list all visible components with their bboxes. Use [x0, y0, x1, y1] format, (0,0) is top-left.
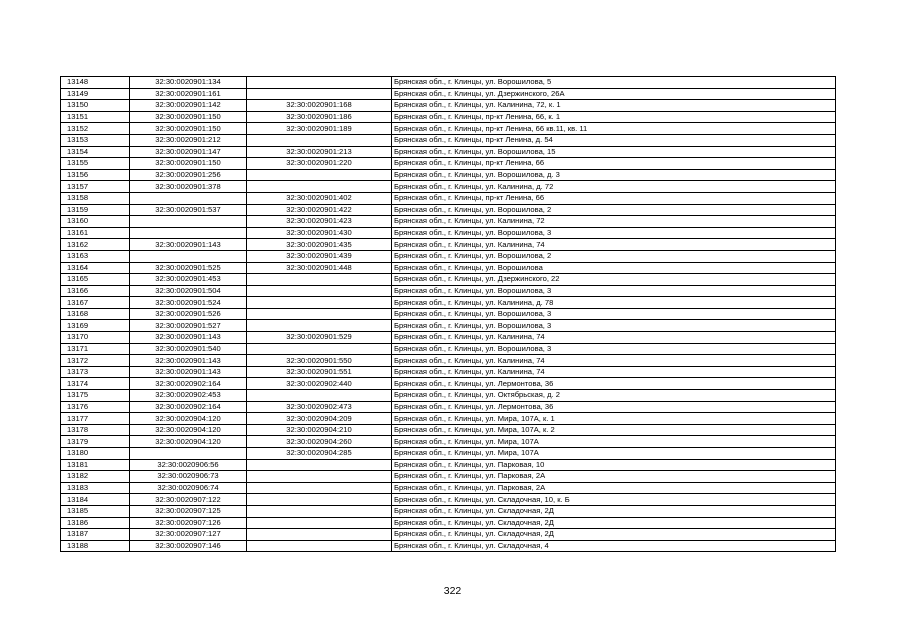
- building-cadastral-number-cell: [247, 517, 392, 529]
- table-row: [61, 88, 836, 100]
- table-row: [61, 123, 836, 135]
- building-cadastral-number-cell: 32:30:0020904:285: [247, 448, 392, 460]
- building-cadastral-number-cell: [247, 540, 392, 552]
- record-number-cell: 13170: [61, 332, 130, 344]
- building-cadastral-number-cell: [247, 88, 392, 100]
- cadastral-number-cell: 32:30:0020901:143: [130, 332, 247, 344]
- cadastral-number-cell: 32:30:0020901:378: [130, 181, 247, 193]
- cadastral-number-cell: 32:30:0020907:126: [130, 517, 247, 529]
- address-cell: Брянская обл., г. Клинцы, ул. Складочная, 2Д: [392, 517, 836, 529]
- record-number-cell: 13155: [61, 158, 130, 170]
- cadastral-number-cell: 32:30:0020902:453: [130, 390, 247, 402]
- record-number-cell: 13173: [61, 366, 130, 378]
- record-number-cell: 13169: [61, 320, 130, 332]
- cadastral-number-cell: 32:30:0020901:540: [130, 343, 247, 355]
- building-cadastral-number-cell: 32:30:0020902:473: [247, 401, 392, 413]
- building-cadastral-number-cell: 32:30:0020902:440: [247, 378, 392, 390]
- record-number-cell: 13171: [61, 343, 130, 355]
- table-row: [61, 146, 836, 158]
- cadastral-number-cell: 32:30:0020901:537: [130, 204, 247, 216]
- table-row: [61, 320, 836, 332]
- registry-table: [60, 76, 836, 552]
- cadastral-number-cell: [130, 192, 247, 204]
- table-row: [61, 517, 836, 529]
- building-cadastral-number-cell: 32:30:0020901:529: [247, 332, 392, 344]
- building-cadastral-number-cell: 32:30:0020904:209: [247, 413, 392, 425]
- cadastral-number-cell: 32:30:0020901:134: [130, 77, 247, 89]
- table-row: [61, 378, 836, 390]
- building-cadastral-number-cell: 32:30:0020901:402: [247, 192, 392, 204]
- building-cadastral-number-cell: [247, 169, 392, 181]
- address-cell: Брянская обл., г. Клинцы, ул. Калинина, 72: [392, 216, 836, 228]
- table-row: [61, 529, 836, 541]
- table-row: [61, 100, 836, 112]
- building-cadastral-number-cell: 32:30:0020904:210: [247, 424, 392, 436]
- cadastral-number-cell: 32:30:0020904:120: [130, 413, 247, 425]
- record-number-cell: 13185: [61, 505, 130, 517]
- table-row: [61, 297, 836, 309]
- record-number-cell: 13176: [61, 401, 130, 413]
- cadastral-number-cell: 32:30:0020901:142: [130, 100, 247, 112]
- table-row: [61, 262, 836, 274]
- record-number-cell: 13174: [61, 378, 130, 390]
- table-row: [61, 413, 836, 425]
- address-cell: Брянская обл., г. Клинцы, ул. Калинина, 74: [392, 332, 836, 344]
- table-row: [61, 111, 836, 123]
- table-row: [61, 285, 836, 297]
- page-number: 322: [443, 585, 462, 597]
- table-row: [61, 355, 836, 367]
- table-row: [61, 216, 836, 228]
- building-cadastral-number-cell: [247, 471, 392, 483]
- table-row: [61, 436, 836, 448]
- record-number-cell: 13183: [61, 482, 130, 494]
- table-row: [61, 540, 836, 552]
- address-cell: Брянская обл., г. Клинцы, ул. Ворошилова, 3: [392, 227, 836, 239]
- record-number-cell: 13184: [61, 494, 130, 506]
- address-cell: Брянская обл., г. Клинцы, ул. Мира, 107А: [392, 448, 836, 460]
- record-number-cell: 13188: [61, 540, 130, 552]
- address-cell: Брянская обл., г. Клинцы, ул. Ворошилова, 3: [392, 285, 836, 297]
- record-number-cell: 13163: [61, 250, 130, 262]
- address-cell: Брянская обл., г. Клинцы, ул. Калинина, 74: [392, 239, 836, 251]
- cadastral-number-cell: [130, 448, 247, 460]
- cadastral-number-cell: 32:30:0020901:161: [130, 88, 247, 100]
- table-row: [61, 250, 836, 262]
- building-cadastral-number-cell: 32:30:0020901:213: [247, 146, 392, 158]
- address-cell: Брянская обл., г. Клинцы, пр-кт Ленина, 66, к. 1: [392, 111, 836, 123]
- address-cell: Брянская обл., г. Клинцы, ул. Ворошилова, 3: [392, 343, 836, 355]
- address-cell: Брянская обл., г. Клинцы, ул. Ворошилова, 15: [392, 146, 836, 158]
- cadastral-number-cell: 32:30:0020907:122: [130, 494, 247, 506]
- cadastral-number-cell: 32:30:0020901:256: [130, 169, 247, 181]
- cadastral-number-cell: 32:30:0020901:526: [130, 308, 247, 320]
- building-cadastral-number-cell: 32:30:0020901:186: [247, 111, 392, 123]
- address-cell: Брянская обл., г. Клинцы, ул. Мира, 107А, к. 1: [392, 413, 836, 425]
- cadastral-number-cell: 32:30:0020907:146: [130, 540, 247, 552]
- record-number-cell: 13168: [61, 308, 130, 320]
- building-cadastral-number-cell: 32:30:0020901:422: [247, 204, 392, 216]
- table-row: [61, 471, 836, 483]
- table-row: [61, 239, 836, 251]
- table-row: [61, 77, 836, 89]
- record-number-cell: 13187: [61, 529, 130, 541]
- table-row: [61, 192, 836, 204]
- building-cadastral-number-cell: 32:30:0020901:439: [247, 250, 392, 262]
- record-number-cell: 13160: [61, 216, 130, 228]
- address-cell: Брянская обл., г. Клинцы, ул. Калинина, 74: [392, 355, 836, 367]
- building-cadastral-number-cell: [247, 181, 392, 193]
- address-cell: Брянская обл., г. Клинцы, ул. Лермонтова, 36: [392, 378, 836, 390]
- building-cadastral-number-cell: 32:30:0020901:550: [247, 355, 392, 367]
- address-cell: Брянская обл., г. Клинцы, ул. Ворошилова: [392, 262, 836, 274]
- building-cadastral-number-cell: [247, 505, 392, 517]
- record-number-cell: 13175: [61, 390, 130, 402]
- cadastral-number-cell: 32:30:0020901:150: [130, 111, 247, 123]
- cadastral-number-cell: 32:30:0020907:127: [130, 529, 247, 541]
- building-cadastral-number-cell: 32:30:0020901:168: [247, 100, 392, 112]
- cadastral-number-cell: 32:30:0020901:524: [130, 297, 247, 309]
- record-number-cell: 13151: [61, 111, 130, 123]
- cadastral-number-cell: 32:30:0020901:504: [130, 285, 247, 297]
- record-number-cell: 13158: [61, 192, 130, 204]
- cadastral-number-cell: 32:30:0020906:74: [130, 482, 247, 494]
- record-number-cell: 13164: [61, 262, 130, 274]
- cadastral-number-cell: 32:30:0020906:73: [130, 471, 247, 483]
- cadastral-number-cell: 32:30:0020902:164: [130, 378, 247, 390]
- building-cadastral-number-cell: 32:30:0020901:220: [247, 158, 392, 170]
- building-cadastral-number-cell: [247, 529, 392, 541]
- table-row: [61, 169, 836, 181]
- registry-table-body: [61, 77, 836, 552]
- address-cell: Брянская обл., г. Клинцы, ул. Парковая, 10: [392, 459, 836, 471]
- building-cadastral-number-cell: 32:30:0020901:430: [247, 227, 392, 239]
- address-cell: Брянская обл., г. Клинцы, пр-кт Ленина, д. 54: [392, 134, 836, 146]
- address-cell: Брянская обл., г. Клинцы, ул. Ворошилова, 2: [392, 250, 836, 262]
- record-number-cell: 13152: [61, 123, 130, 135]
- address-cell: Брянская обл., г. Клинцы, пр-кт Ленина, 66: [392, 192, 836, 204]
- cadastral-number-cell: 32:30:0020904:120: [130, 436, 247, 448]
- cadastral-number-cell: 32:30:0020901:212: [130, 134, 247, 146]
- address-cell: Брянская обл., г. Клинцы, ул. Складочная, 2Д: [392, 529, 836, 541]
- cadastral-number-cell: 32:30:0020901:143: [130, 366, 247, 378]
- address-cell: Брянская обл., г. Клинцы, ул. Мира, 107А, к. 2: [392, 424, 836, 436]
- record-number-cell: 13154: [61, 146, 130, 158]
- record-number-cell: 13149: [61, 88, 130, 100]
- address-cell: Брянская обл., г. Клинцы, ул. Ворошилова, 3: [392, 308, 836, 320]
- cadastral-number-cell: 32:30:0020906:56: [130, 459, 247, 471]
- cadastral-number-cell: 32:30:0020901:143: [130, 239, 247, 251]
- table-row: [61, 390, 836, 402]
- table-row: [61, 494, 836, 506]
- building-cadastral-number-cell: [247, 390, 392, 402]
- table-row: [61, 401, 836, 413]
- address-cell: Брянская обл., г. Клинцы, ул. Складочная, 2Д: [392, 505, 836, 517]
- table-row: [61, 181, 836, 193]
- address-cell: Брянская обл., г. Клинцы, ул. Калинина, 74: [392, 366, 836, 378]
- table-row: [61, 332, 836, 344]
- building-cadastral-number-cell: 32:30:0020904:260: [247, 436, 392, 448]
- table-row: [61, 134, 836, 146]
- address-cell: Брянская обл., г. Клинцы, ул. Парковая, 2А: [392, 482, 836, 494]
- record-number-cell: 13181: [61, 459, 130, 471]
- address-cell: Брянская обл., г. Клинцы, ул. Ворошилова, 3: [392, 320, 836, 332]
- cadastral-number-cell: 32:30:0020901:150: [130, 123, 247, 135]
- table-row: [61, 366, 836, 378]
- address-cell: Брянская обл., г. Клинцы, ул. Ворошилова, 5: [392, 77, 836, 89]
- table-row: [61, 204, 836, 216]
- address-cell: Брянская обл., г. Клинцы, ул. Дзержинского, 26А: [392, 88, 836, 100]
- table-row: [61, 448, 836, 460]
- table-row: [61, 274, 836, 286]
- building-cadastral-number-cell: 32:30:0020901:189: [247, 123, 392, 135]
- address-cell: Брянская обл., г. Клинцы, ул. Калинина, д. 78: [392, 297, 836, 309]
- record-number-cell: 13150: [61, 100, 130, 112]
- building-cadastral-number-cell: [247, 274, 392, 286]
- building-cadastral-number-cell: [247, 459, 392, 471]
- address-cell: Брянская обл., г. Клинцы, ул. Мира, 107А: [392, 436, 836, 448]
- record-number-cell: 13165: [61, 274, 130, 286]
- table-row: [61, 308, 836, 320]
- address-cell: Брянская обл., г. Клинцы, ул. Октябрьская, д. 2: [392, 390, 836, 402]
- record-number-cell: 13167: [61, 297, 130, 309]
- cadastral-number-cell: 32:30:0020901:525: [130, 262, 247, 274]
- building-cadastral-number-cell: [247, 320, 392, 332]
- cadastral-number-cell: 32:30:0020904:120: [130, 424, 247, 436]
- cadastral-number-cell: [130, 250, 247, 262]
- building-cadastral-number-cell: 32:30:0020901:423: [247, 216, 392, 228]
- building-cadastral-number-cell: 32:30:0020901:448: [247, 262, 392, 274]
- table-row: [61, 227, 836, 239]
- record-number-cell: 13148: [61, 77, 130, 89]
- cadastral-number-cell: [130, 216, 247, 228]
- record-number-cell: 13179: [61, 436, 130, 448]
- address-cell: Брянская обл., г. Клинцы, ул. Ворошилова, д. 3: [392, 169, 836, 181]
- cadastral-number-cell: 32:30:0020901:527: [130, 320, 247, 332]
- cadastral-number-cell: 32:30:0020901:453: [130, 274, 247, 286]
- table-row: [61, 424, 836, 436]
- table-row: [61, 343, 836, 355]
- record-number-cell: 13178: [61, 424, 130, 436]
- address-cell: Брянская обл., г. Клинцы, ул. Лермонтова, 36: [392, 401, 836, 413]
- table-row: [61, 482, 836, 494]
- address-cell: Брянская обл., г. Клинцы, ул. Складочная, 10, к. Б: [392, 494, 836, 506]
- table-row: [61, 158, 836, 170]
- record-number-cell: 13157: [61, 181, 130, 193]
- building-cadastral-number-cell: [247, 77, 392, 89]
- address-cell: Брянская обл., г. Клинцы, ул. Калинина, д. 72: [392, 181, 836, 193]
- building-cadastral-number-cell: [247, 285, 392, 297]
- record-number-cell: 13153: [61, 134, 130, 146]
- table-row: [61, 459, 836, 471]
- address-cell: Брянская обл., г. Клинцы, ул. Парковая, 2А: [392, 471, 836, 483]
- cadastral-number-cell: 32:30:0020901:143: [130, 355, 247, 367]
- record-number-cell: 13172: [61, 355, 130, 367]
- record-number-cell: 13182: [61, 471, 130, 483]
- record-number-cell: 13177: [61, 413, 130, 425]
- cadastral-number-cell: 32:30:0020902:164: [130, 401, 247, 413]
- record-number-cell: 13186: [61, 517, 130, 529]
- address-cell: Брянская обл., г. Клинцы, ул. Складочная, 4: [392, 540, 836, 552]
- address-cell: Брянская обл., г. Клинцы, пр-кт Ленина, 66 кв.11, кв. 11: [392, 123, 836, 135]
- record-number-cell: 13156: [61, 169, 130, 181]
- address-cell: Брянская обл., г. Клинцы, ул. Калинина, 72, к. 1: [392, 100, 836, 112]
- building-cadastral-number-cell: [247, 297, 392, 309]
- building-cadastral-number-cell: [247, 343, 392, 355]
- cadastral-number-cell: [130, 227, 247, 239]
- building-cadastral-number-cell: [247, 308, 392, 320]
- cadastral-number-cell: 32:30:0020901:150: [130, 158, 247, 170]
- record-number-cell: 13162: [61, 239, 130, 251]
- building-cadastral-number-cell: [247, 482, 392, 494]
- record-number-cell: 13161: [61, 227, 130, 239]
- cadastral-number-cell: 32:30:0020907:125: [130, 505, 247, 517]
- building-cadastral-number-cell: 32:30:0020901:551: [247, 366, 392, 378]
- building-cadastral-number-cell: [247, 494, 392, 506]
- building-cadastral-number-cell: 32:30:0020901:435: [247, 239, 392, 251]
- address-cell: Брянская обл., г. Клинцы, пр-кт Ленина, 66: [392, 158, 836, 170]
- address-cell: Брянская обл., г. Клинцы, ул. Дзержинского, 22: [392, 274, 836, 286]
- record-number-cell: 13166: [61, 285, 130, 297]
- table-row: [61, 505, 836, 517]
- building-cadastral-number-cell: [247, 134, 392, 146]
- address-cell: Брянская обл., г. Клинцы, ул. Ворошилова, 2: [392, 204, 836, 216]
- record-number-cell: 13180: [61, 448, 130, 460]
- record-number-cell: 13159: [61, 204, 130, 216]
- cadastral-number-cell: 32:30:0020901:147: [130, 146, 247, 158]
